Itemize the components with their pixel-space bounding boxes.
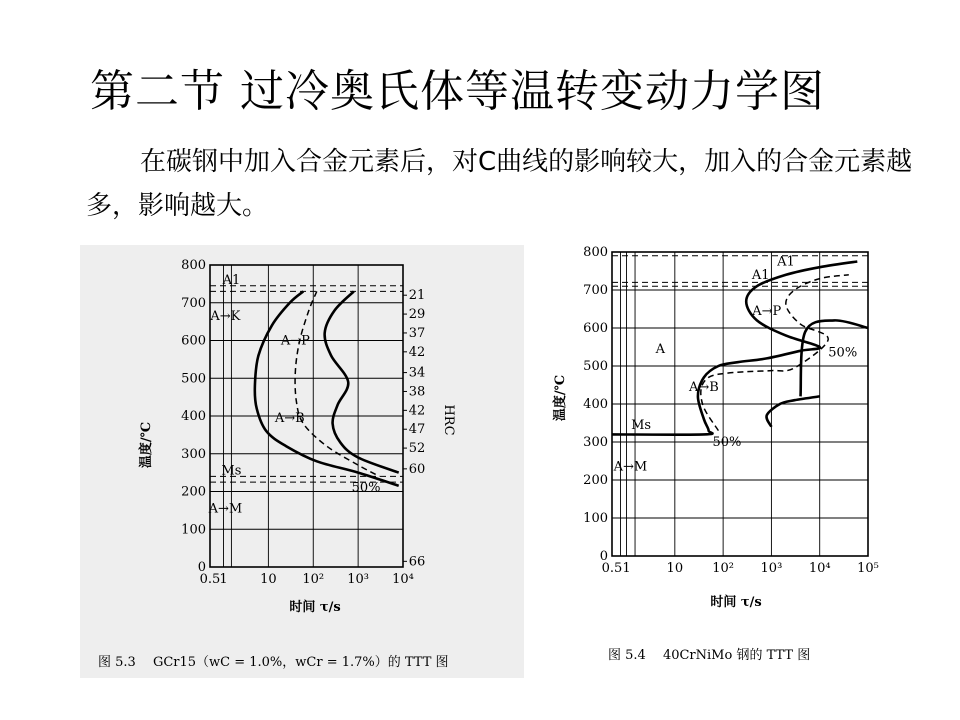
transformation-curve [255,291,399,485]
x-tick-label: 10³ [760,561,783,576]
x-tick-label: 0.5 [601,561,623,576]
transformation-curve [612,262,857,435]
y-tick-label: 800 [181,258,206,273]
region-label: A→P [752,303,782,319]
y-tick-label: 600 [583,321,608,336]
hrc-tick-label: 29 [408,307,426,323]
hrc-tick-label: 60 [408,461,426,477]
y-tick-label: 0 [599,549,608,564]
transformation-curve [295,291,379,476]
region-label: A→P [280,333,310,349]
right-axis-label: HRC [441,404,456,436]
x-tick-label: 10² [712,561,735,576]
x-tick-label: 1 [219,572,228,587]
y-tick-label: 500 [583,359,608,374]
transformation-curve [766,396,819,426]
hrc-tick-label: 37 [408,325,426,341]
y-tick-label: 500 [181,371,206,387]
y-tick-label: 200 [181,484,206,500]
intro-paragraph [86,140,926,228]
y-tick-label: 300 [583,435,608,450]
region-label: A→K [210,308,241,324]
x-tick-label: 10 [666,561,684,576]
y-tick-label: 400 [583,397,608,412]
region-label: A [655,341,665,357]
chart-gcr15-ttt [80,245,524,678]
y-tick-label: 400 [181,409,206,424]
hrc-tick-label: 47 [408,422,426,438]
x-axis-label: 时间 τ/s [710,595,762,610]
region-label: 50% [351,480,381,496]
x-tick-label: 1 [622,561,631,576]
region-label: A1 [222,273,241,289]
region-label: 50% [828,345,858,361]
region-label: A1 [751,267,770,283]
figure-caption: 图 5.3 GCr15（wC = 1.0%，wCr = 1.7%）的 TTT 图 [98,655,449,670]
y-tick-label: 300 [181,446,206,462]
y-tick-label: 700 [583,283,608,298]
x-tick-label: 10 [260,572,277,587]
y-axis-label: 温度/℃ [139,421,154,469]
y-tick-label: 100 [181,522,206,538]
figure-gcr15-ttt [80,245,524,678]
hrc-tick-label: 34 [408,365,426,381]
hrc-tick-label: 66 [408,554,426,570]
x-tick-label: 10⁵ [857,561,879,576]
y-tick-label: 200 [583,473,608,488]
y-tick-label: 600 [181,333,206,349]
region-label: A→M [613,459,648,475]
transformation-curve [325,291,399,472]
y-axis-label: 温度/℃ [553,374,568,422]
hrc-tick-label: 38 [408,384,426,400]
hrc-tick-label: 42 [408,344,426,360]
region-label: 50% [712,435,742,450]
region-label: A→B [688,379,719,395]
figure-caption: 图 5.4 40CrNiMo 钢的 TTT 图 [608,648,811,663]
y-tick-label: 0 [197,560,206,575]
hrc-tick-label: 52 [408,441,426,457]
x-tick-label: 10³ [347,572,370,587]
x-axis-label: 时间 τ/s [289,600,341,615]
hrc-tick-label: 21 [408,288,426,304]
x-tick-label: 10⁴ [392,572,414,587]
chart-40crnimo-ttt [548,238,888,678]
region-label: A→M [208,501,243,517]
region-label: A1 [777,254,795,270]
x-tick-label: 10² [302,572,325,587]
figure-40crnimo-ttt [548,238,888,678]
x-tick-label: 10⁴ [808,561,831,576]
y-tick-label: 100 [583,511,608,526]
region-label: Ms [221,463,242,479]
y-tick-label: 700 [181,295,206,311]
hrc-tick-label: 42 [408,403,426,419]
slide-title: 第二节 过冷奥氏体等温转变动力学图 [90,66,825,117]
region-label: Ms [631,417,652,433]
x-tick-label: 0.5 [199,572,221,587]
y-tick-label: 800 [583,245,608,260]
intro-text: 在碳钢中加入合金元素后，对C曲线的影响较大，加入的合金元素越多，影响越大。 [86,147,913,221]
region-label: A→B [274,410,305,426]
